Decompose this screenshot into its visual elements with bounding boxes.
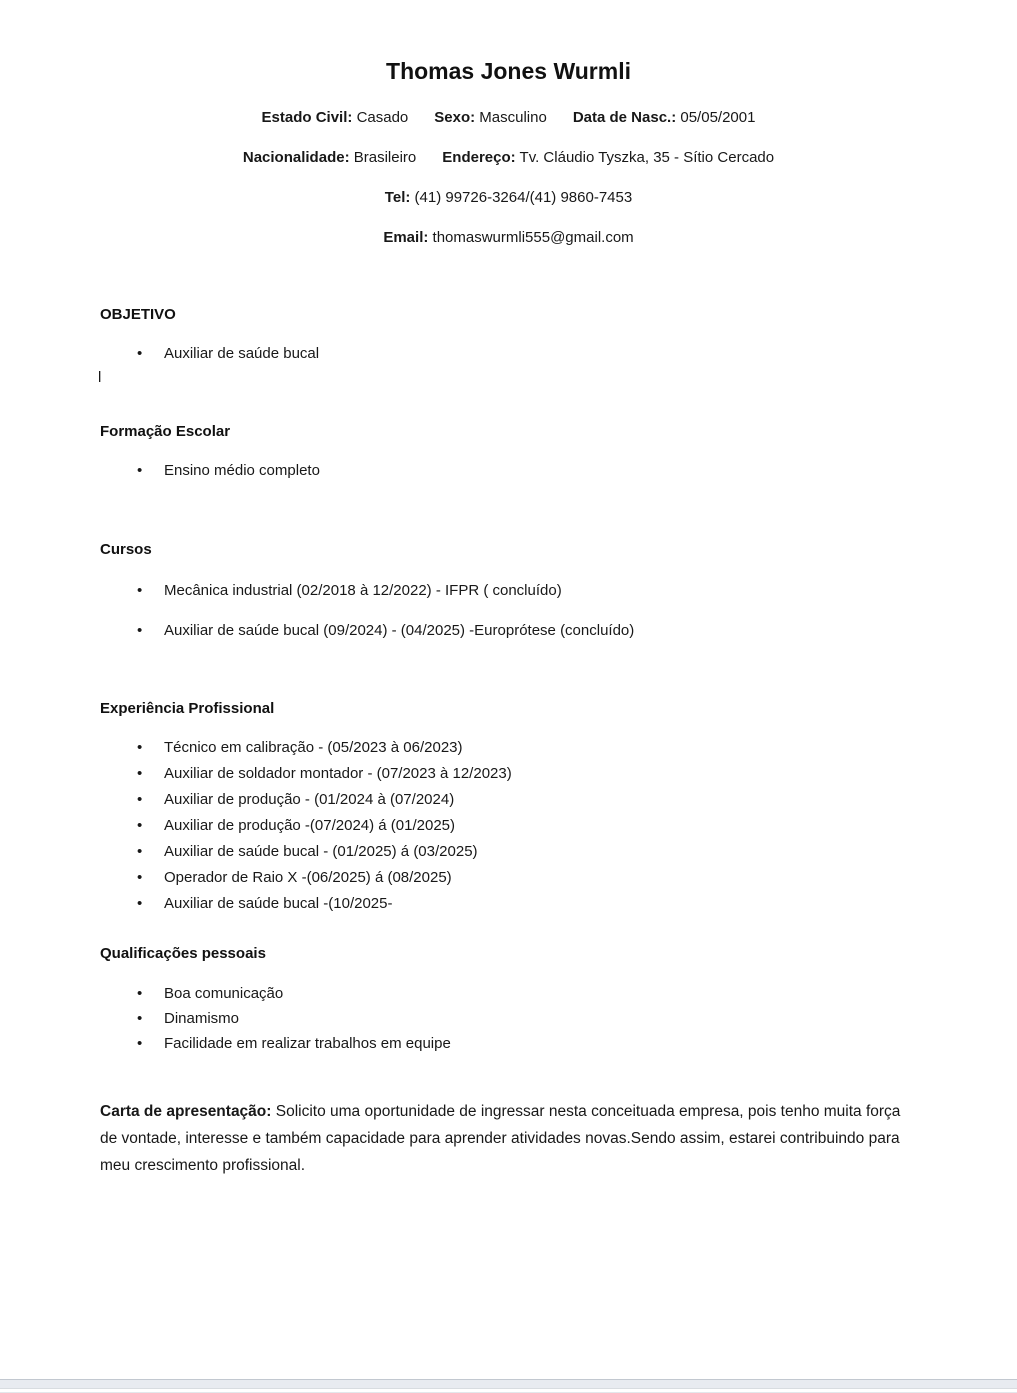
- list-item: • Boa comunicação: [100, 985, 917, 1002]
- data-nasc-group: [573, 109, 756, 126]
- list-item: • Auxiliar de saúde bucal: [100, 345, 917, 362]
- section-title-formacao-escolar: Formação Escolar: [100, 423, 231, 440]
- endereco-value: Tv. Cláudio Tyszka, 35 - Sítio Cercado: [519, 149, 775, 166]
- tel-group: [385, 189, 632, 206]
- section-title-objetivo: OBJETIVO: [100, 306, 176, 323]
- formacao-list: [100, 462, 917, 479]
- email-label: Email:: [383, 229, 429, 246]
- bottom-ui-strip: [0, 1379, 1017, 1393]
- cursos-list: [100, 582, 917, 639]
- objetivo-list: [100, 345, 917, 362]
- cover-letter-text: Solicito uma oportunidade de ingressar nesta conceituada empresa, pois tenho muita força de vontade, interesse e também capacidade para aprender atividades novas.Sendo assim, estarei contribuindo para meu crescimento profissional.: [100, 1103, 901, 1174]
- stray-cursor-character: l: [98, 369, 102, 386]
- experiencia-list: [100, 739, 917, 912]
- list-item: • Ensino médio completo: [100, 462, 917, 479]
- list-item: • Mecânica industrial (02/2018 à 12/2022) - IFPR ( concluído): [100, 582, 917, 599]
- resume-document: [0, 57, 1017, 1179]
- tel-label: Tel:: [384, 189, 411, 206]
- personal-info-row-tel: [100, 188, 917, 207]
- section-title-cursos: Cursos: [100, 541, 152, 558]
- list-item: • Auxiliar de produção -(07/2024) á (01/2025): [100, 817, 917, 834]
- estado-civil-label: Estado Civil:: [261, 109, 353, 126]
- data-nasc-label: Data de Nasc.:: [572, 109, 677, 126]
- document-page: [0, 57, 1017, 1393]
- list-item: • Auxiliar de saúde bucal (09/2024) - (04/2025) -Europrótese (concluído): [100, 622, 917, 639]
- nacionalidade-label: Nacionalidade:: [242, 149, 350, 166]
- nacionalidade-group: [243, 149, 416, 166]
- section-title-qualificacoes-pessoais: Qualificações pessoais: [100, 945, 266, 962]
- sexo-group: [434, 109, 547, 126]
- endereco-label: Endereço:: [442, 149, 516, 166]
- cover-letter-label: Carta de apresentação:: [100, 1103, 272, 1120]
- list-item: • Dinamismo: [100, 1010, 917, 1027]
- list-item: • Auxiliar de saúde bucal - (01/2025) á (03/2025): [100, 843, 917, 860]
- nacionalidade-value: Brasileiro: [353, 149, 417, 166]
- personal-info-row-email: [100, 228, 917, 247]
- qualificacoes-list: [100, 985, 917, 1052]
- list-item: • Auxiliar de saúde bucal -(10/2025-: [100, 895, 917, 912]
- list-item: • Auxiliar de soldador montador - (07/2023 à 12/2023): [100, 765, 917, 782]
- email-group: [383, 229, 633, 246]
- list-item: • Auxiliar de produção - (01/2024 à (07/2024): [100, 791, 917, 808]
- endereco-group: [442, 149, 774, 166]
- cover-letter-paragraph: [100, 1098, 920, 1179]
- estado-civil-group: [262, 109, 409, 126]
- tel-value: (41) 99726-3264/(41) 9860-7453: [414, 189, 633, 206]
- list-item: • Facilidade em realizar trabalhos em equipe: [100, 1035, 917, 1052]
- section-title-experiencia-profissional: Experiência Profissional: [100, 700, 275, 717]
- email-value: thomaswurmli555@gmail.com: [432, 229, 634, 246]
- data-nasc-value: 05/05/2001: [680, 109, 756, 126]
- list-item: • Técnico em calibração - (05/2023 à 06/2023): [100, 739, 917, 756]
- sexo-label: Sexo:: [434, 109, 476, 126]
- list-item: • Operador de Raio X -(06/2025) á (08/2025): [100, 869, 917, 886]
- sexo-value: Masculino: [479, 109, 547, 126]
- estado-civil-value: Casado: [356, 109, 409, 126]
- personal-info-row-nacionalidade-endereco: [100, 148, 917, 167]
- resume-name-title: Thomas Jones Wurmli: [386, 58, 631, 84]
- personal-info-row-civil-sexo-nasc: [100, 108, 917, 127]
